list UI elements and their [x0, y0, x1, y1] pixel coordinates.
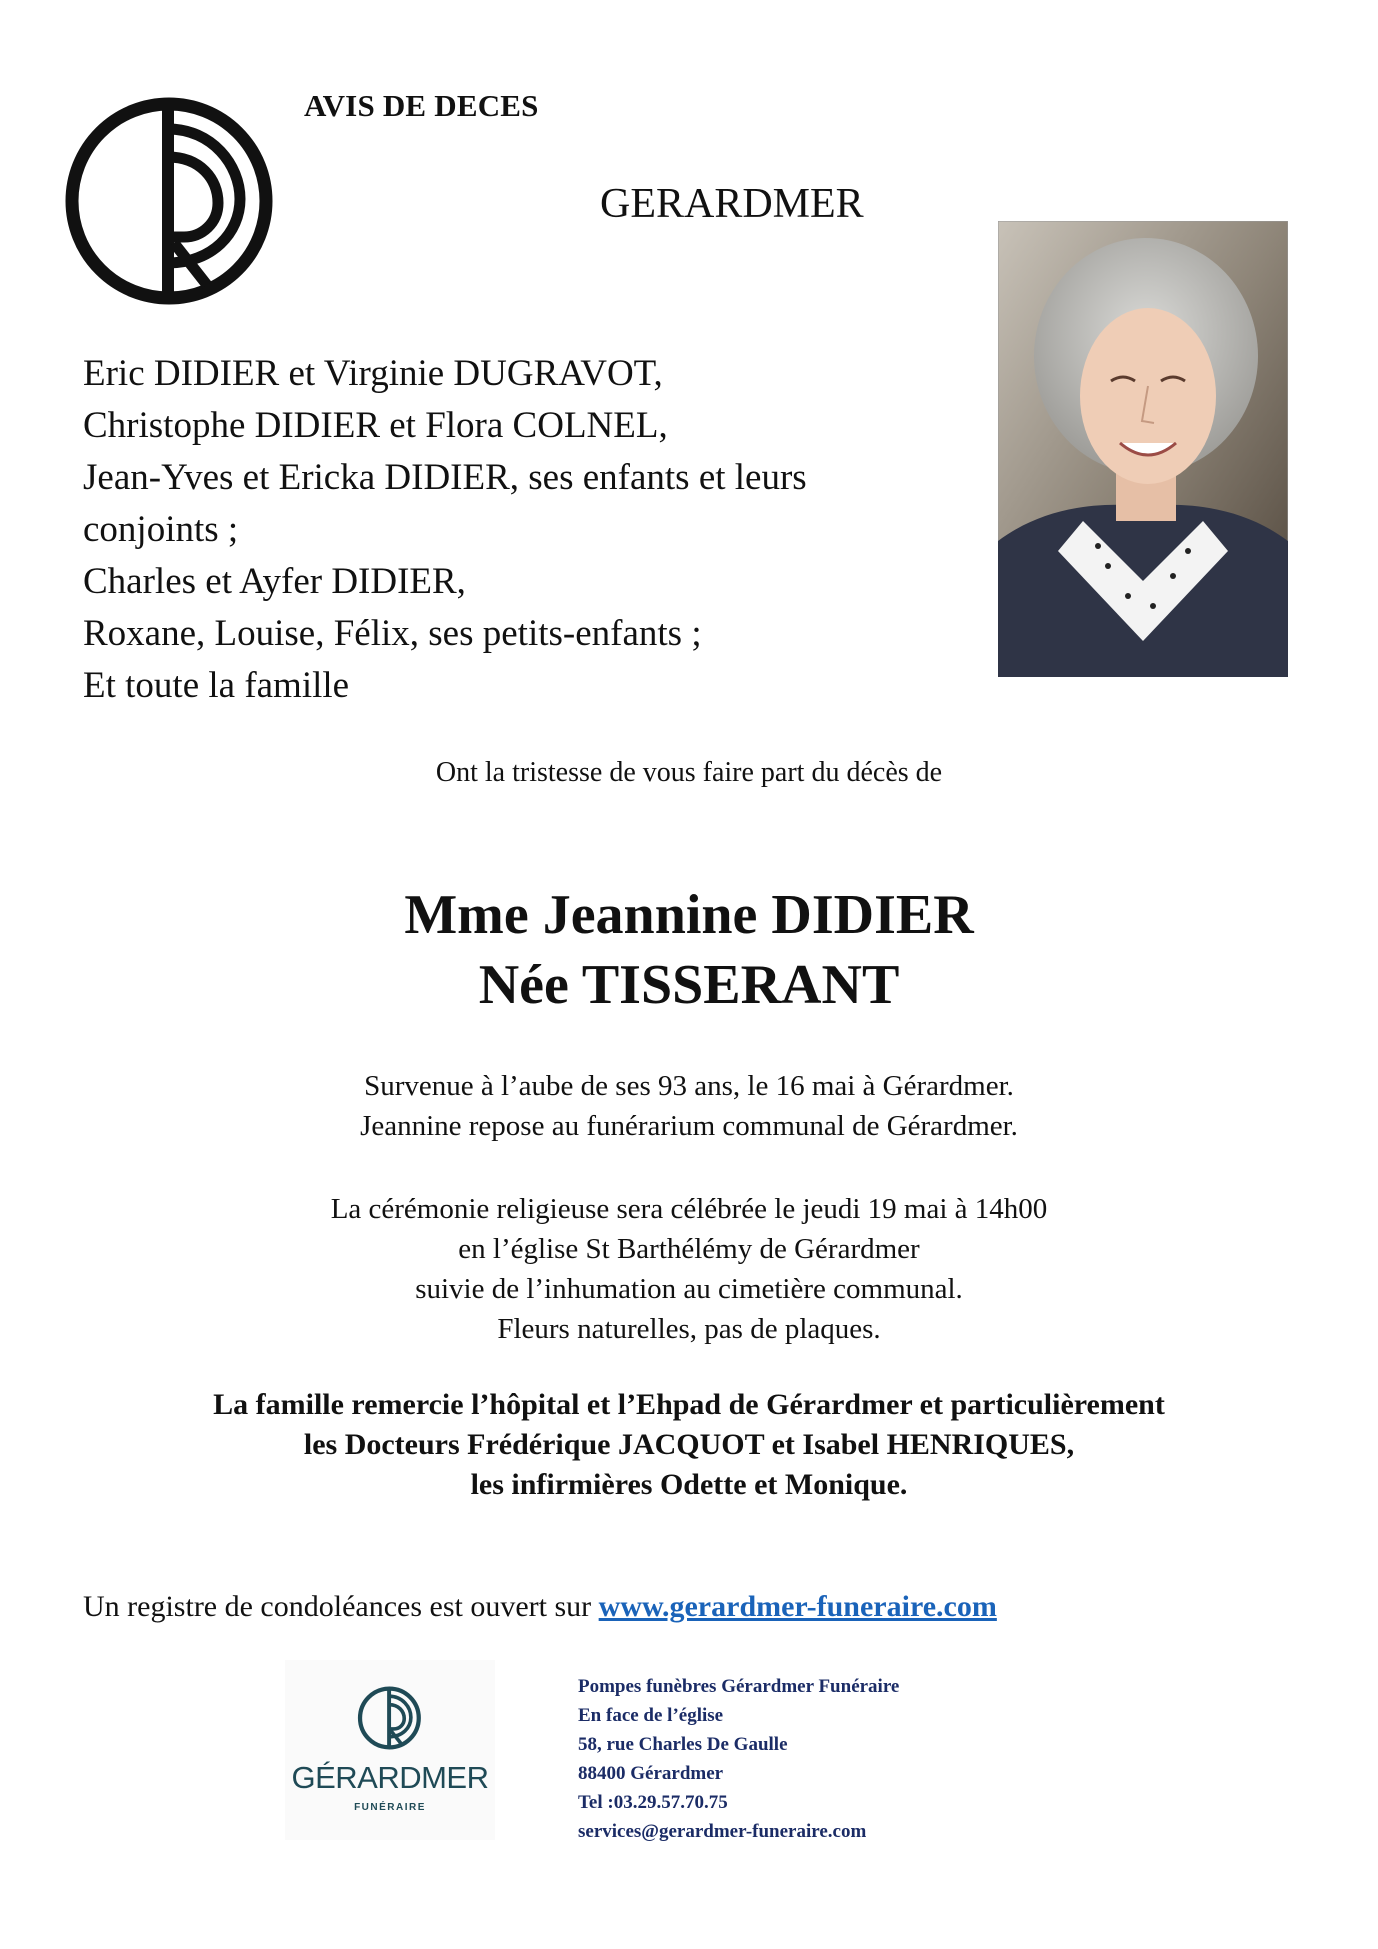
funeral-home-logo	[62, 95, 280, 307]
brand-mark-icon	[357, 1685, 423, 1751]
family-list	[83, 348, 983, 712]
ceremony-line: La cérémonie religieuse sera célébrée le jeudi 19 mai à 14h00	[330, 1193, 1048, 1225]
portrait-photo	[998, 221, 1288, 677]
deceased-name-block	[0, 880, 1378, 1020]
ceremony-line: Fleurs naturelles, pas de plaques.	[497, 1313, 881, 1345]
contact-location: En face de l’église	[578, 1705, 724, 1726]
thanks-block	[0, 1385, 1378, 1505]
registry-link[interactable]: www.gerardmer-funeraire.com	[598, 1590, 997, 1623]
city-heading: GERARDMER	[600, 181, 864, 227]
deceased-name: Mme Jeannine DIDIER	[404, 884, 974, 946]
detail-line: Survenue à l’aube de ses 93 ans, le 16 mai à Gérardmer.	[364, 1070, 1014, 1102]
footer-brand-name: GÉRARDMER	[291, 1760, 489, 1795]
ceremony-line: suivie de l’inhumation au cimetière communal.	[415, 1273, 963, 1305]
family-line: Eric DIDIER et Virginie DUGRAVOT,	[83, 353, 663, 394]
family-line: Charles et Ayfer DIDIER,	[83, 561, 466, 602]
family-line: Roxane, Louise, Félix, ses petits-enfants ;	[83, 613, 702, 654]
detail-line: Jeannine repose au funérarium communal de Gérardmer.	[360, 1110, 1018, 1142]
footer-brand-sub: FUNÉRAIRE	[354, 1802, 426, 1813]
maiden-name: Née TISSERANT	[478, 954, 900, 1016]
contact-company: Pompes funèbres Gérardmer Funéraire	[578, 1676, 900, 1697]
contact-block	[578, 1672, 899, 1846]
ceremony-details	[0, 1189, 1378, 1349]
contact-city: 88400 Gérardmer	[578, 1763, 724, 1784]
family-line: Et toute la famille	[83, 665, 350, 706]
registry-text: Un registre de condoléances est ouvert sur	[83, 1590, 599, 1623]
family-line: Christophe DIDIER et Flora COLNEL,	[83, 405, 668, 446]
contact-email[interactable]: services@gerardmer-funeraire.com	[578, 1821, 867, 1842]
family-line: Jean-Yves et Ericka DIDIER, ses enfants et leurs	[83, 457, 807, 498]
thanks-line: La famille remercie l’hôpital et l’Ehpad de Gérardmer et particulièrement	[213, 1388, 1165, 1421]
footer-logo	[285, 1660, 495, 1840]
announcement-intro: Ont la tristesse de vous faire part du décès de	[435, 757, 943, 788]
contact-phone[interactable]: Tel :03.29.57.70.75	[578, 1792, 728, 1813]
thanks-line: les infirmières Odette et Monique.	[470, 1468, 908, 1501]
notice-title: AVIS DE DECES	[304, 88, 539, 123]
contact-street: 58, rue Charles De Gaulle	[578, 1734, 788, 1755]
family-line: conjoints ;	[83, 509, 239, 550]
death-details	[0, 1066, 1378, 1146]
condolence-registry	[83, 1590, 997, 1624]
ceremony-line: en l’église St Barthélémy de Gérardmer	[458, 1233, 920, 1265]
thanks-line: les Docteurs Frédérique JACQUOT et Isabel HENRIQUES,	[303, 1428, 1075, 1461]
